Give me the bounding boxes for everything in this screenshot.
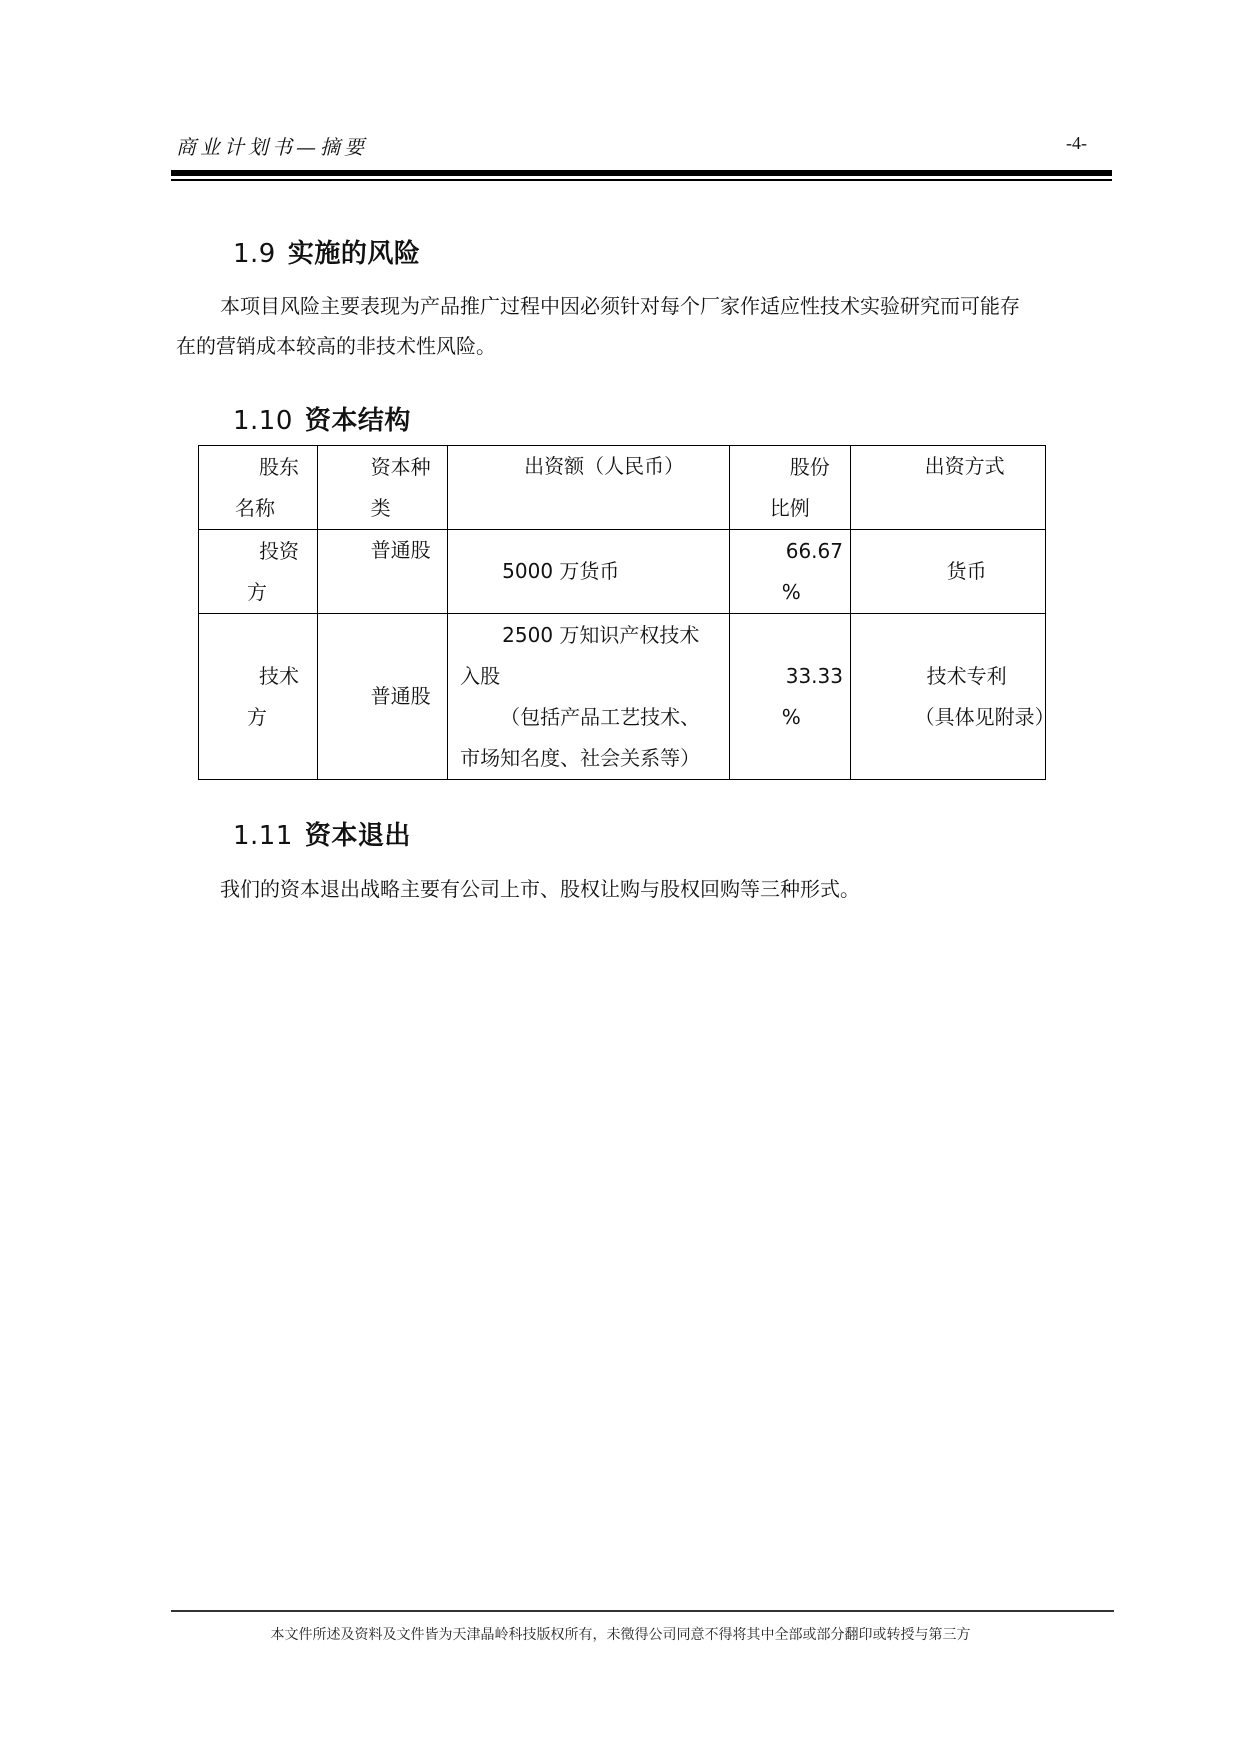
header-rule-thin xyxy=(171,179,1112,181)
header-text: 名称 xyxy=(235,495,275,520)
cell-text: （具体见附录） xyxy=(914,704,1055,729)
cell-text: （包括产品工艺技术、 xyxy=(500,704,701,729)
footer-copyright-notice: 本文件所述及资料及文件皆为天津晶岭科技版权所有，未徵得公司同意不得将其中全部或部分翻印或转授与第三方 xyxy=(270,1627,971,1643)
cell-text: 5000 万货币 xyxy=(502,559,620,583)
header-cell-ratio xyxy=(729,446,850,530)
section-title: 实施的风险 xyxy=(287,239,421,269)
cell-text: 入股 xyxy=(460,663,501,688)
header-text: 股份 xyxy=(789,454,830,479)
section-title: 资本结构 xyxy=(304,406,411,436)
cell-text: 市场知名度、社会关系等） xyxy=(460,745,701,770)
cell-shareholder-name xyxy=(199,614,318,780)
cell-text: 普通股 xyxy=(370,684,431,708)
exit-paragraph: 我们的资本退出战略主要有公司上市、股权让购与股权回购等三种形式。 xyxy=(220,877,860,901)
running-header-title: 商业计划书—摘要 xyxy=(176,135,368,159)
header-cell-shareholder xyxy=(199,446,318,530)
footer-rule xyxy=(171,1610,1114,1612)
table-row xyxy=(199,530,1046,614)
cell-text: 33.33 xyxy=(785,663,843,688)
cell-text: % xyxy=(781,579,801,604)
header-rule-thick xyxy=(171,170,1112,176)
cell-text: 方 xyxy=(247,704,267,729)
cell-text: 普通股 xyxy=(370,538,431,562)
section-heading-risk xyxy=(233,233,420,270)
cell-text: 2500 万知识产权技术 xyxy=(502,622,700,647)
cell-text: 方 xyxy=(247,579,267,604)
cell-text: 技术专利 xyxy=(926,663,1007,688)
section-number: 1.10 xyxy=(233,406,293,436)
cell-text: 投资 xyxy=(259,538,299,563)
cell-shareholder-name xyxy=(199,530,318,614)
table-header-row xyxy=(199,446,1046,530)
cell-capital-type xyxy=(317,530,448,614)
header-text: 出资额（人民币） xyxy=(524,454,685,478)
header-text: 比例 xyxy=(769,495,810,520)
header-cell-amount xyxy=(448,446,730,530)
cell-text: 货币 xyxy=(946,559,987,583)
cell-method xyxy=(850,614,1055,780)
cell-amount xyxy=(448,530,730,614)
header-cell-method xyxy=(850,446,1045,530)
risk-paragraph-line2: 在的营销成本较高的非技术性风险。 xyxy=(176,334,496,358)
capital-structure-table xyxy=(198,445,1055,780)
section-title: 资本退出 xyxy=(304,821,411,851)
cell-capital-type xyxy=(317,614,448,780)
section-heading-capital-structure xyxy=(233,400,411,437)
cell-text: 技术 xyxy=(259,663,299,688)
cell-ratio xyxy=(729,614,850,780)
page-number: -4- xyxy=(1066,133,1087,153)
table-row xyxy=(199,614,1046,780)
cell-text: 66.67 xyxy=(785,538,843,563)
header-cell-capital-type xyxy=(317,446,448,530)
header-text: 股东 xyxy=(259,454,299,479)
cell-method xyxy=(850,530,1045,614)
header-text: 类 xyxy=(370,495,391,520)
risk-paragraph-line1: 本项目风险主要表现为产品推广过程中因必须针对每个厂家作适应性技术实验研究而可能存 xyxy=(220,294,1020,318)
cell-amount xyxy=(448,614,730,780)
header-text: 出资方式 xyxy=(924,454,1005,478)
cell-text: % xyxy=(781,704,801,729)
cell-ratio xyxy=(729,530,850,614)
section-heading-capital-exit xyxy=(233,815,411,852)
header-text: 资本种 xyxy=(370,454,431,479)
section-number: 1.9 xyxy=(233,239,276,269)
section-number: 1.11 xyxy=(233,821,293,851)
